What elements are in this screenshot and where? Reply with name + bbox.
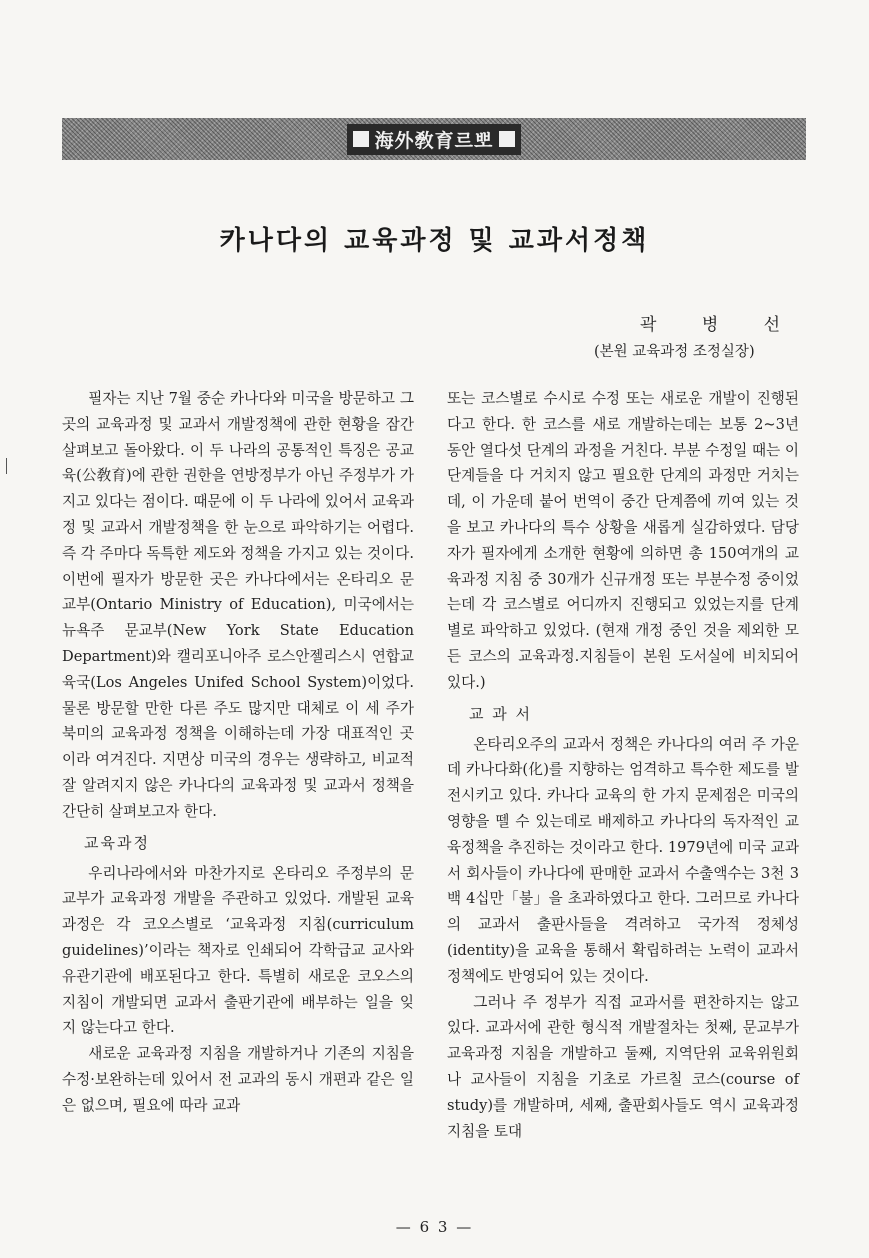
paragraph: 새로운 교육과정 지침을 개발하거나 기존의 지침을 수정·보완하는데 있어서 전 교과의 동시 개편과 같은 일은 없으며, 필요에 따라 교과 bbox=[62, 1045, 414, 1114]
square-bullet-icon bbox=[353, 131, 369, 147]
page-number: — 6 3 — bbox=[395, 1218, 474, 1236]
paragraph: 또는 코스별로 수시로 수정 또는 새로운 개발이 진행된다고 한다. 한 코스를 새로 개발하는데는 보통 2~3년 동안 열다섯 단계의 과정을 거친다. 부분 수정일 때는 이 단계들을 다 거치지 않고 필요한 단계의 과정만 거치는데, 이 가운데 붙어 번역이 중간 단계쯤에 끼여 있는 것을 보고 카나다의 특수 상황을 새롭게 실감하였다. 담당자가 필자에게 소개한 현황에 의하면 총 150여개의 교육과정 지침 중 30개가 신규개정 또는 부분수정 중이었는데 각 코스별로 어디까지 진행되고 있었는지를 단계별로 파악하고 있었다. (현재 개정 중인 것을 제외한 모든 코스의 교육과정.지침들이 본원 도서실에 비치되어 있다.) bbox=[447, 390, 799, 691]
paragraph: 그러나 주 정부가 직접 교과서를 편찬하지는 않고 있다. 교과서에 관한 형식적 개발절차는 첫째, 문교부가 교육과정 지침을 개발하고 둘째, 지역단위 교육위원회나 교사들이 지침을 기초로 가르칠 코스(course of study)를 개발하며, 세째, 출판회사들도 역시 교육과정 지침을 토대 bbox=[447, 993, 799, 1140]
right-column bbox=[447, 386, 799, 1144]
series-banner bbox=[62, 118, 806, 160]
series-banner-label bbox=[347, 124, 522, 155]
article-title: 카나다의 교육과정 및 교과서정책 bbox=[219, 226, 650, 256]
series-title: 海外敎育르뽀 bbox=[374, 129, 494, 152]
square-bullet-icon bbox=[499, 131, 515, 147]
paragraph: 온타리오주의 교과서 정책은 카나다의 여러 주 가운데 카나다화(化)를 지향하는 엄격하고 특수한 제도를 발전시키고 있다. 카나다 교육의 한 가지 문제점은 미국의 영향을 뗄 수 있는데로 배제하고 카나다의 독자적인 교육정책을 추진하는 것이라고 한다. 1979년에 미국 교과서 회사들이 카나다에 판매한 교과서 수출액수는 3천 3백 4십만「불」을 초과하였다고 한다. 그러므로 카나다의 교과서 출판사들을 격려하고 국가적 정체성(identity)을 교육을 통해서 확립하려는 노력이 교과서 정책에도 반영되어 있는 것이다. bbox=[447, 735, 799, 985]
author-affiliation: (본원 교육과정 조정실장) bbox=[594, 344, 755, 360]
paragraph: 필자는 지난 7월 중순 카나다와 미국을 방문하고 그 곳의 교육과정 및 교과서 개발정책에 관한 현황을 잠간 살펴보고 돌아왔다. 이 두 나라의 공통적인 특징은 공교육(公敎育)에 관한 권한을 연방정부가 아닌 주정부가 가지고 있다는 점이다. 때문에 이 두 나라에 있어서 교육과정 및 교과서 개발정책을 한 눈으로 파악하기는 어렵다. 즉 각 주마다 독특한 제도와 정책을 가지고 있는 것이다. 이번에 필자가 방문한 곳은 카나다에서는 온타리오 문교부(Ontario Ministry of Education), 미국에서는 뉴욕주 문교부(New York State Education Department)와 캘리포니아주 로스안젤리스시 연합교육국(Los Angeles Unifed School System)이었다. 물론 방문할 만한 다른 주도 많지만 대체로 이 세 주가 북미의 교육과정 정책을 이해하는데 가장 대표적인 곳이라 여겨진다. 지면상 미국의 경우는 생략하고, 비교적 잘 알려지지 않은 카나다의 교육과정 및 교과서 정책을 간단히 살펴보고자 한다. bbox=[62, 390, 414, 820]
paragraph: 우리나라에서와 마찬가지로 온타리오 주정부의 문교부가 교육과정 개발을 주관하고 있었다. 개발된 교육과정은 각 코오스별로 ‘교육과정 지침(curriculum guidelines)’이라는 책자로 인쇄되어 각학급교 교사와 유관기관에 배포된다고 한다. 특별히 새로운 코오스의 지침이 개발되면 교과서 출판기관에 배부하는 일을 잊지 않는다고 한다. bbox=[62, 864, 414, 1037]
section-heading-curriculum: 교육과정 bbox=[84, 833, 150, 852]
margin-mark bbox=[6, 458, 7, 474]
left-column bbox=[62, 386, 414, 1119]
author-name: 곽 병 선 bbox=[640, 315, 801, 335]
section-heading-textbook: 교 과 서 bbox=[469, 704, 533, 723]
